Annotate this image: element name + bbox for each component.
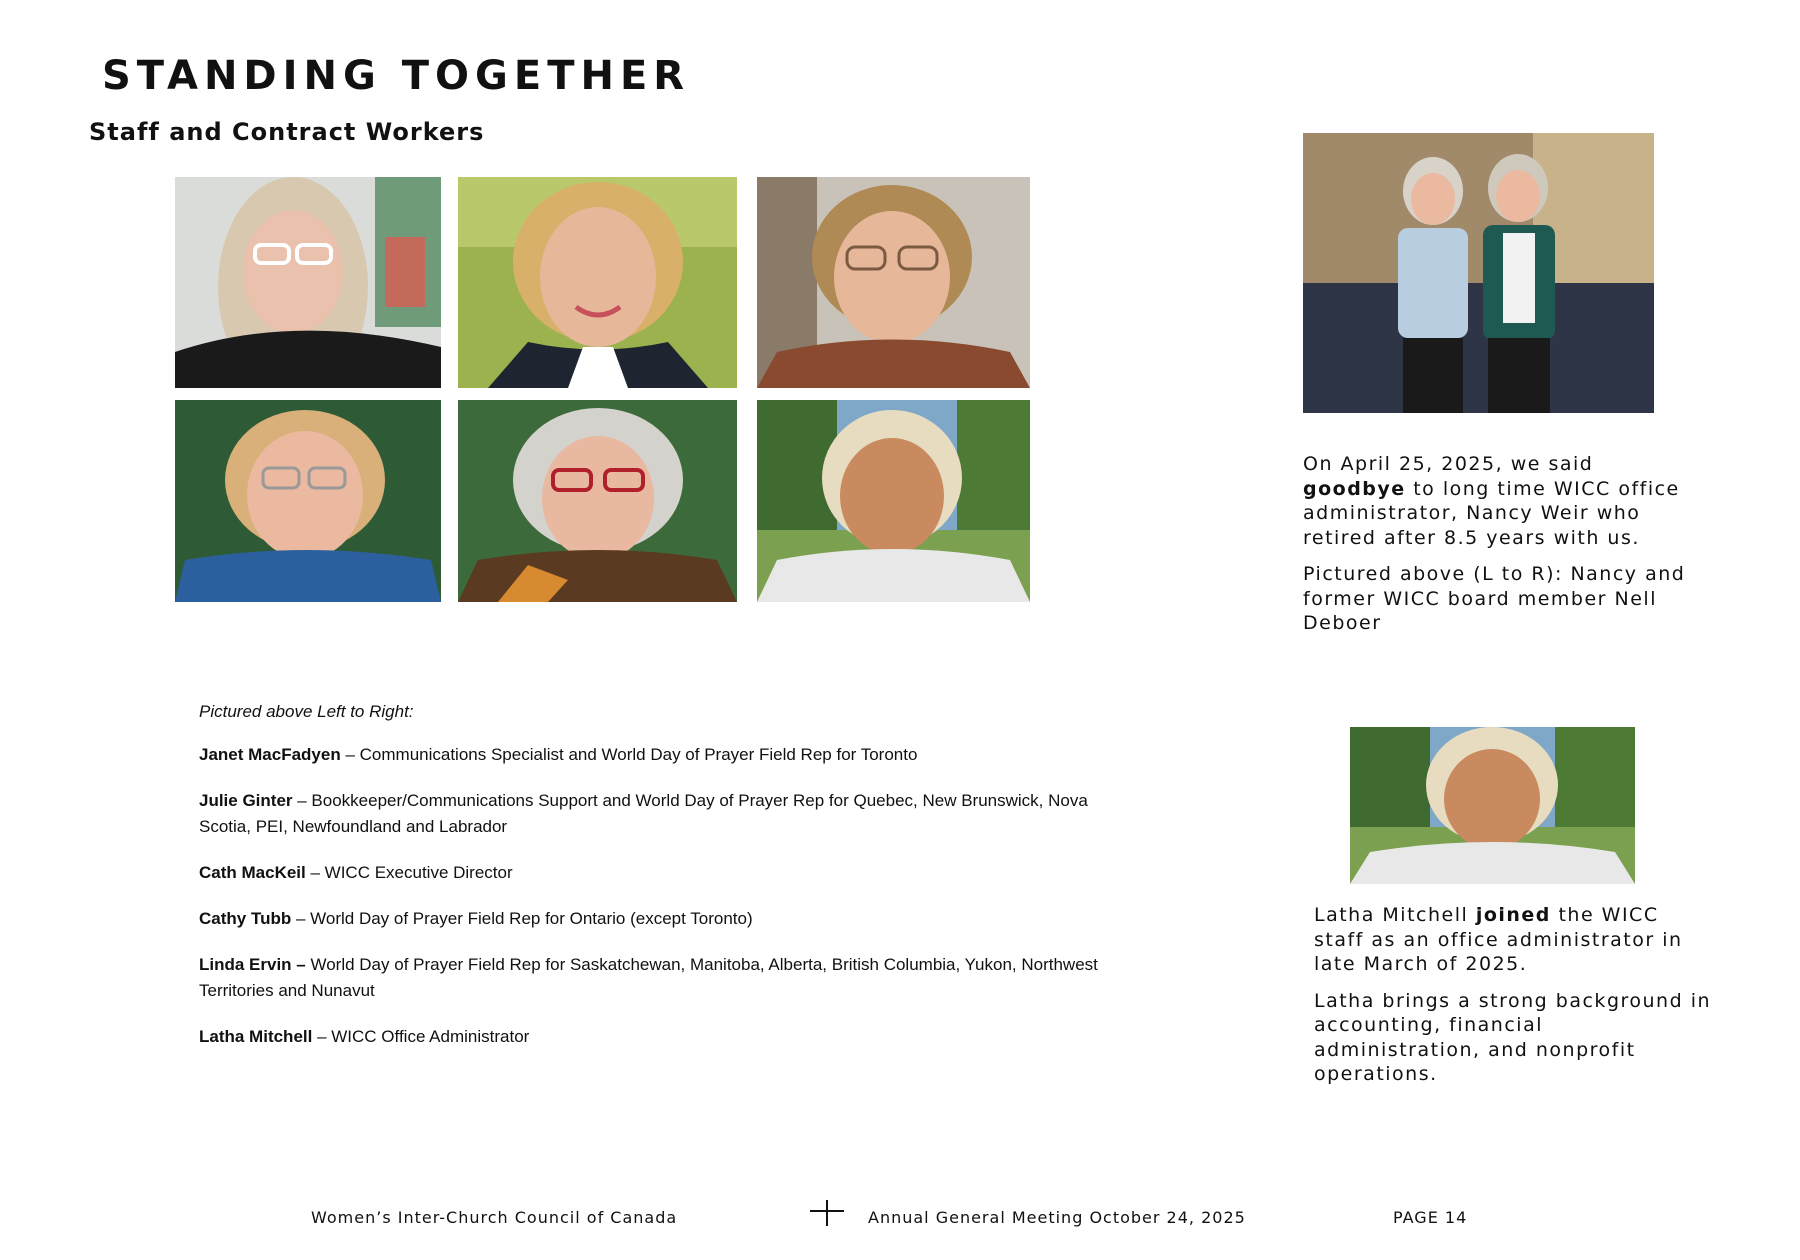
staff-caption-item	[199, 1024, 1139, 1050]
staff-photo-2	[458, 177, 737, 388]
staff-caption-item	[199, 952, 1139, 1004]
welcome-text-a: Latha Mitchell	[1314, 904, 1476, 926]
welcome-photo	[1350, 727, 1635, 884]
welcome-text-b: the WICC staff as an office administrator in late March of 2025.	[1314, 904, 1683, 975]
staff-name: Janet MacFadyen	[199, 745, 341, 764]
section-subtitle: Staff and Contract Workers	[89, 118, 485, 146]
staff-caption-item	[199, 860, 1139, 886]
staff-name: Cath MacKeil	[199, 863, 306, 882]
staff-role: – Communications Specialist and World Day of Prayer Field Rep for Toronto	[340, 745, 918, 764]
welcome-text	[1314, 903, 1714, 1099]
staff-role: – WICC Office Administrator	[312, 1027, 530, 1046]
staff-photo-1	[175, 177, 441, 388]
staff-role: World Day of Prayer Field Rep for Saskatchewan, Manitoba, Alberta, British Columbia, Yukon, Northwest Territories and Nunavut	[199, 955, 1098, 1000]
staff-role: – Bookkeeper/Communications Support and World Day of Prayer Rep for Quebec, New Brunswick, Nova Scotia, PEI, Newfoundland and Labrador	[199, 791, 1088, 836]
staff-name: Julie Ginter	[199, 791, 293, 810]
farewell-text-a: On April 25, 2025, we said	[1303, 453, 1594, 475]
staff-role: – WICC Executive Director	[305, 863, 513, 882]
farewell-emphasis: goodbye	[1303, 477, 1406, 500]
page-title: STANDING TOGETHER	[102, 53, 691, 99]
staff-name: Cathy Tubb	[199, 909, 292, 928]
cross-icon	[810, 1200, 844, 1226]
staff-photo-4	[175, 400, 441, 602]
staff-photo-3	[757, 177, 1030, 388]
welcome-background: Latha brings a strong background in accounting, financial administration, and nonprofit operations.	[1314, 989, 1712, 1085]
staff-name: Latha Mitchell	[199, 1027, 313, 1046]
staff-photo-5	[458, 400, 737, 602]
farewell-photo-caption: Pictured above (L to R): Nancy and former WICC board member Nell Deboer	[1303, 563, 1686, 634]
farewell-paragraph	[1303, 452, 1703, 550]
farewell-photo	[1303, 133, 1654, 413]
page-footer	[0, 1206, 1800, 1236]
staff-role: – World Day of Prayer Field Rep for Ontario (except Toronto)	[291, 909, 753, 928]
staff-captions	[199, 702, 1139, 1070]
footer-org: Women’s Inter-Church Council of Canada	[311, 1208, 678, 1227]
staff-name: Linda Ervin –	[199, 955, 306, 974]
staff-photo-6	[757, 400, 1030, 602]
caption-intro: Pictured above Left to Right:	[199, 702, 414, 721]
farewell-text	[1303, 452, 1703, 648]
page-number: PAGE 14	[1393, 1208, 1468, 1227]
farewell-text-b: to long time WICC office administrator, Nancy Weir who retired after 8.5 years with us.	[1303, 477, 1680, 549]
welcome-paragraph	[1314, 903, 1714, 977]
staff-caption-item	[199, 742, 1139, 768]
welcome-emphasis: joined	[1475, 904, 1551, 926]
staff-caption-item	[199, 788, 1139, 840]
staff-caption-item	[199, 906, 1139, 932]
footer-event: Annual General Meeting October 24, 2025	[868, 1208, 1246, 1227]
